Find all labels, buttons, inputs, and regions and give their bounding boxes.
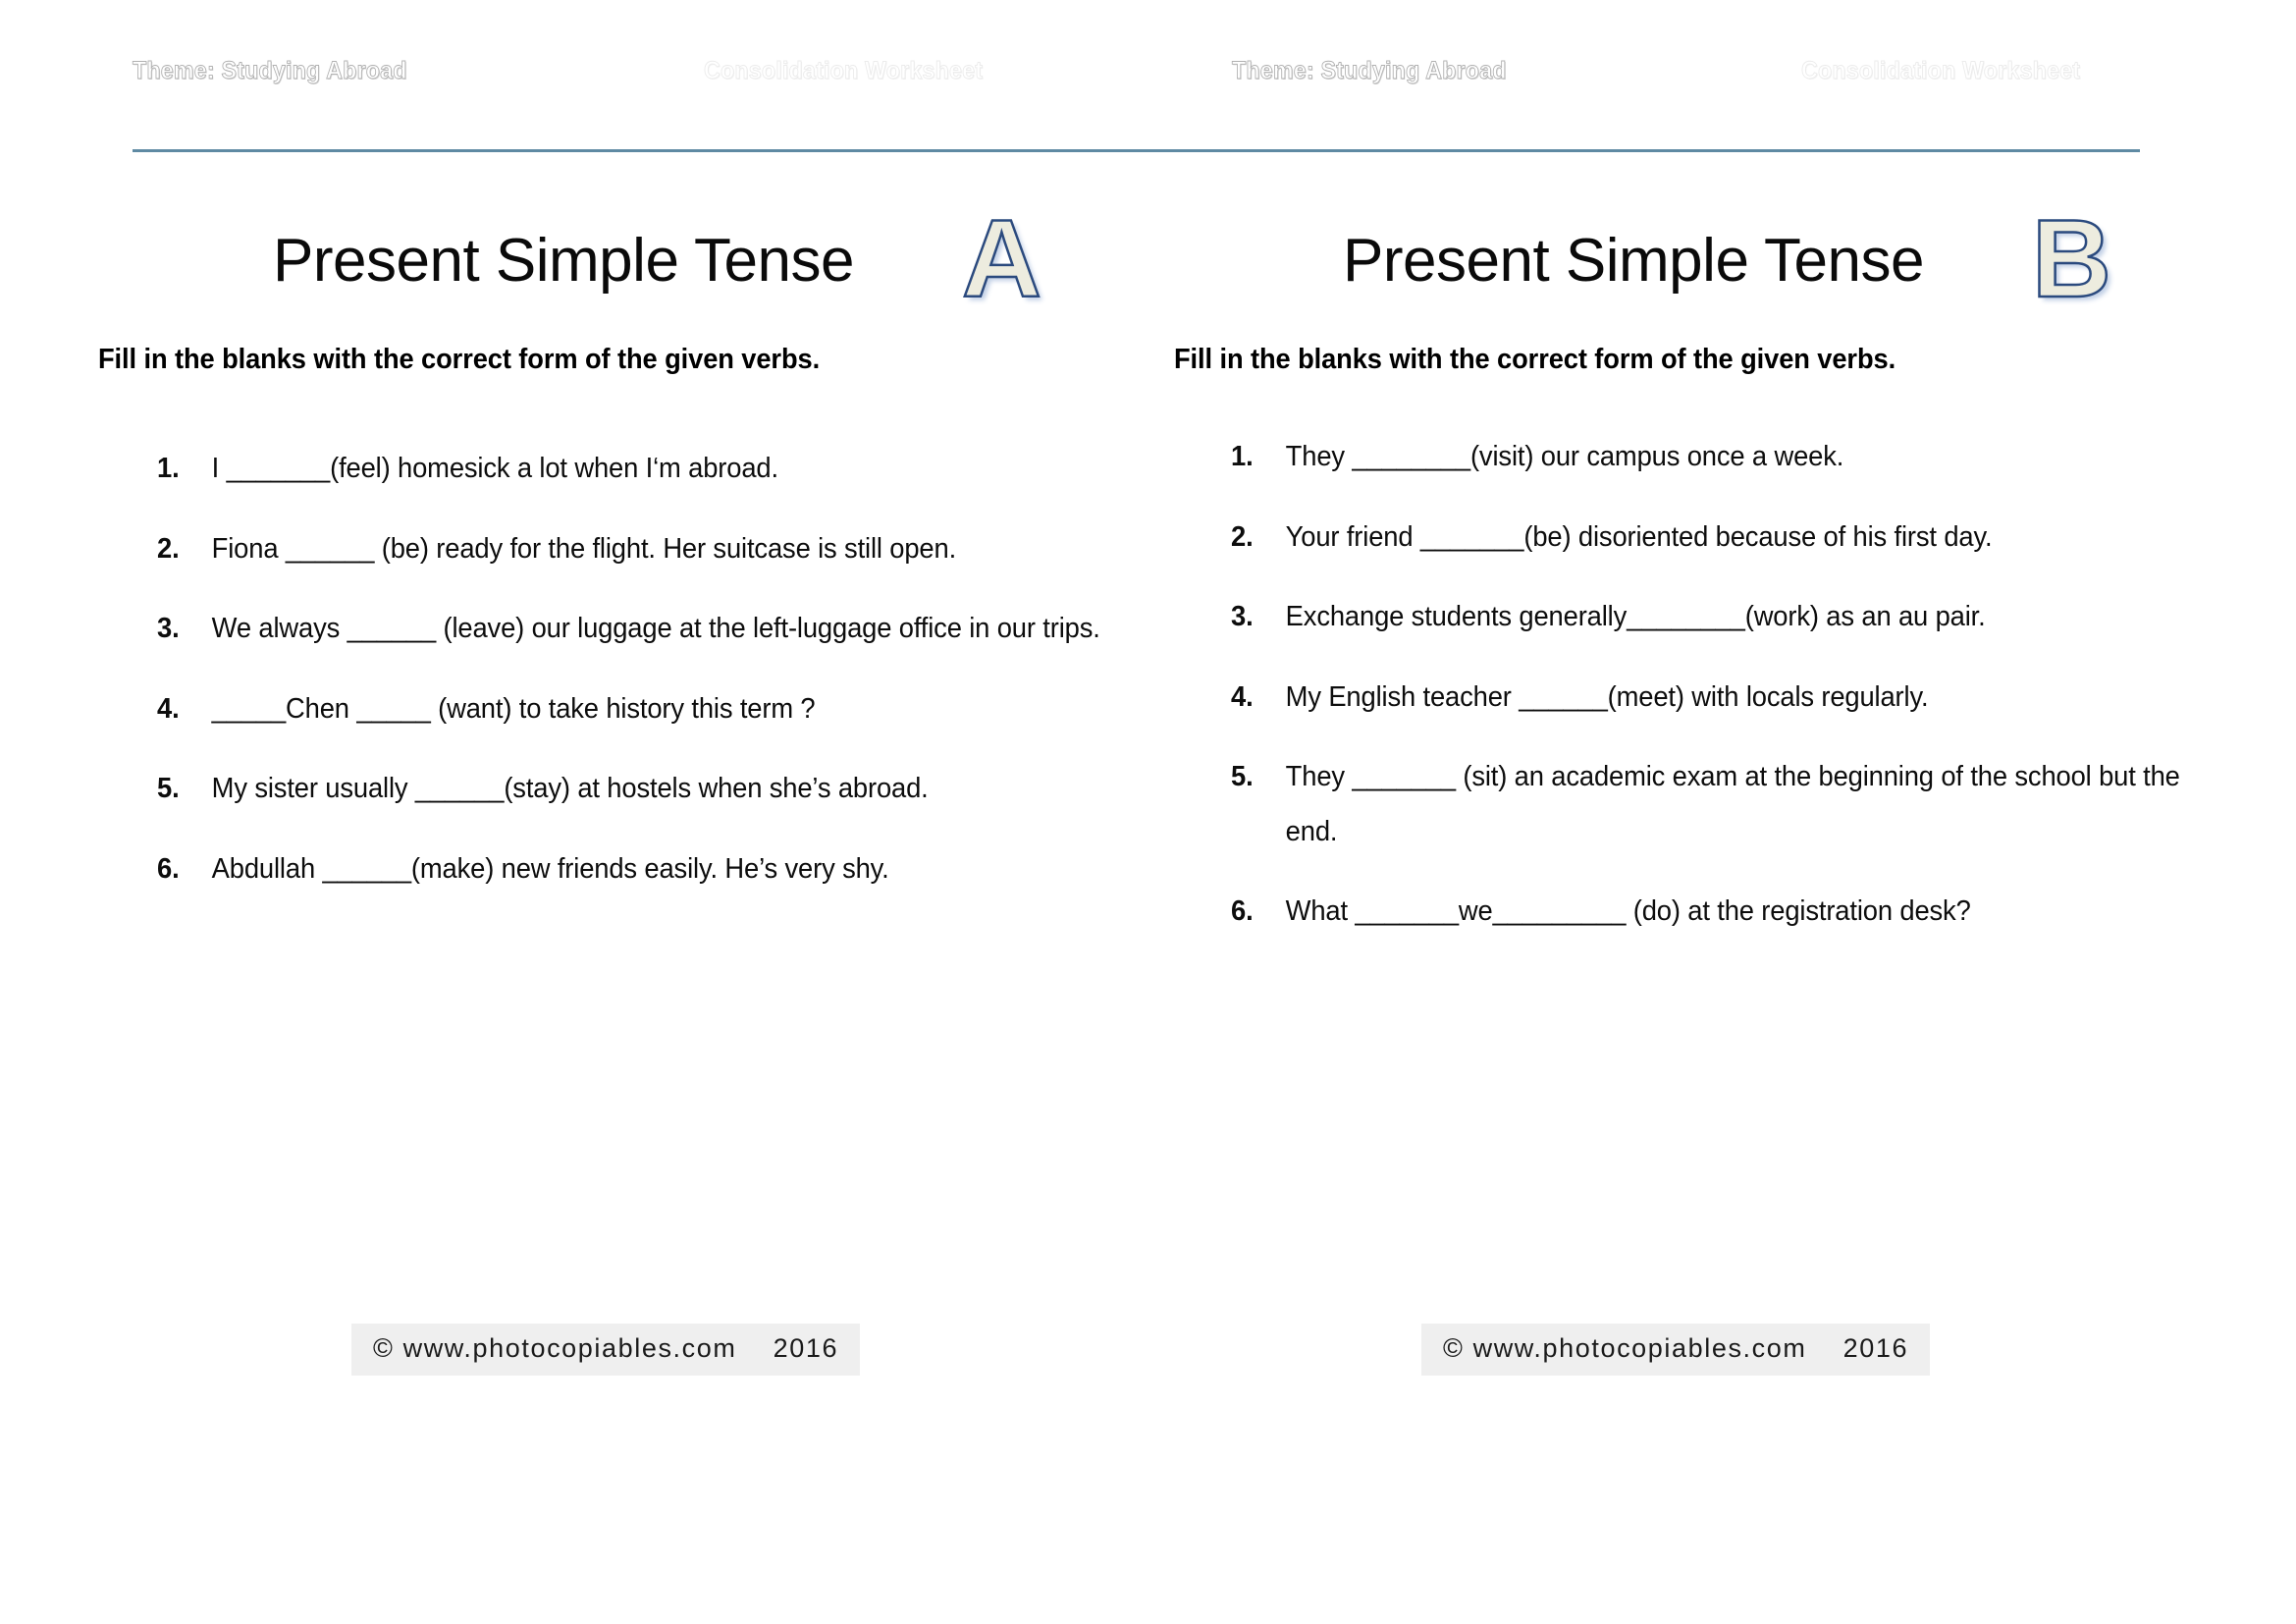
list-item (157, 522, 1109, 577)
list-item (1231, 750, 2183, 859)
worksheet-columns (0, 196, 2296, 1375)
item-text: What _______we_________ (do) at the registration desk? (1285, 895, 1971, 928)
item-text: My English teacher ______(meet) with locals regularly. (1285, 680, 1929, 713)
item-number: 6. (1231, 895, 1254, 928)
item-text: They ________(visit) our campus once a week. (1285, 441, 1844, 472)
list-item (157, 442, 1109, 497)
title-row-b (1168, 196, 2233, 324)
copyright-symbol-icon: © (1443, 1333, 1465, 1363)
item-text: We always ______ (leave) our luggage at the left-luggage office in our trips. (211, 613, 1100, 645)
copyright-year: 2016 (1842, 1333, 1909, 1363)
item-number: 1. (1231, 441, 1254, 472)
item-number: 2. (1231, 520, 1254, 553)
title-row-a (98, 196, 1163, 324)
exercise-list-a (157, 442, 1148, 922)
copyright-year: 2016 (773, 1333, 839, 1363)
copyright-site: www.photocopiables.com (402, 1333, 737, 1363)
item-number: 3. (1231, 601, 1254, 633)
list-item (157, 842, 1109, 897)
list-item (1231, 671, 2183, 726)
instruction-b: Fill in the blanks with the correct form of the given verbs. (1174, 344, 1896, 375)
copyright-b (1421, 1324, 1930, 1376)
item-number: 3. (157, 613, 180, 645)
version-badge-b: B (2032, 197, 2111, 320)
item-number: 1. (157, 453, 180, 484)
copyright-site: www.photocopiables.com (1472, 1333, 1807, 1363)
item-text: Your friend _______(be) disoriented because of his first day. (1285, 520, 1993, 553)
item-number: 4. (1231, 680, 1254, 713)
list-item (1231, 590, 2183, 645)
exercise-list-b (1231, 430, 2222, 965)
header-worksheet-left: Consolidation Worksheet (704, 57, 984, 84)
worksheet-column-b (1168, 196, 2233, 1375)
header-divider (133, 149, 2140, 152)
list-item (157, 602, 1109, 657)
item-number: 6. (157, 852, 180, 885)
item-text: Abdullah ______(make) new friends easily. He’s very shy. (211, 852, 889, 885)
header-theme-left: Theme: Studying Abroad (133, 57, 407, 84)
item-text: _____Chen _____ (want) to take history this term ? (211, 692, 816, 725)
header-theme-right: Theme: Studying Abroad (1232, 57, 1507, 84)
item-number: 5. (157, 773, 180, 805)
running-header (133, 57, 2140, 104)
header-worksheet-right: Consolidation Worksheet (1801, 57, 2081, 84)
item-text: Exchange students generally________(work) as an au pair. (1285, 601, 1986, 633)
list-item (157, 762, 1109, 817)
item-text: Fiona ______ (be) ready for the flight. Her suitcase is still open. (211, 532, 957, 565)
copyright-symbol-icon: © (373, 1333, 395, 1363)
page-title-a: Present Simple Tense (273, 227, 854, 295)
item-number: 4. (157, 692, 180, 725)
item-text: They _______ (sit) an academic exam at the beginning of the school but the end. (1285, 761, 2180, 847)
list-item (1231, 885, 2183, 940)
worksheet-column-a (98, 196, 1163, 1375)
list-item (157, 682, 1109, 737)
list-item (1231, 511, 2183, 566)
item-number: 2. (157, 532, 180, 565)
item-text: My sister usually ______(stay) at hostels when she’s abroad. (211, 773, 929, 805)
instruction-a: Fill in the blanks with the correct form of the given verbs. (98, 344, 821, 375)
item-text: I _______(feel) homesick a lot when I‘m abroad. (211, 453, 778, 484)
version-badge-a: A (962, 197, 1041, 320)
list-item (1231, 430, 2183, 485)
item-number: 5. (1231, 761, 1254, 793)
copyright-a (351, 1324, 860, 1376)
page-title-b: Present Simple Tense (1343, 227, 1924, 295)
